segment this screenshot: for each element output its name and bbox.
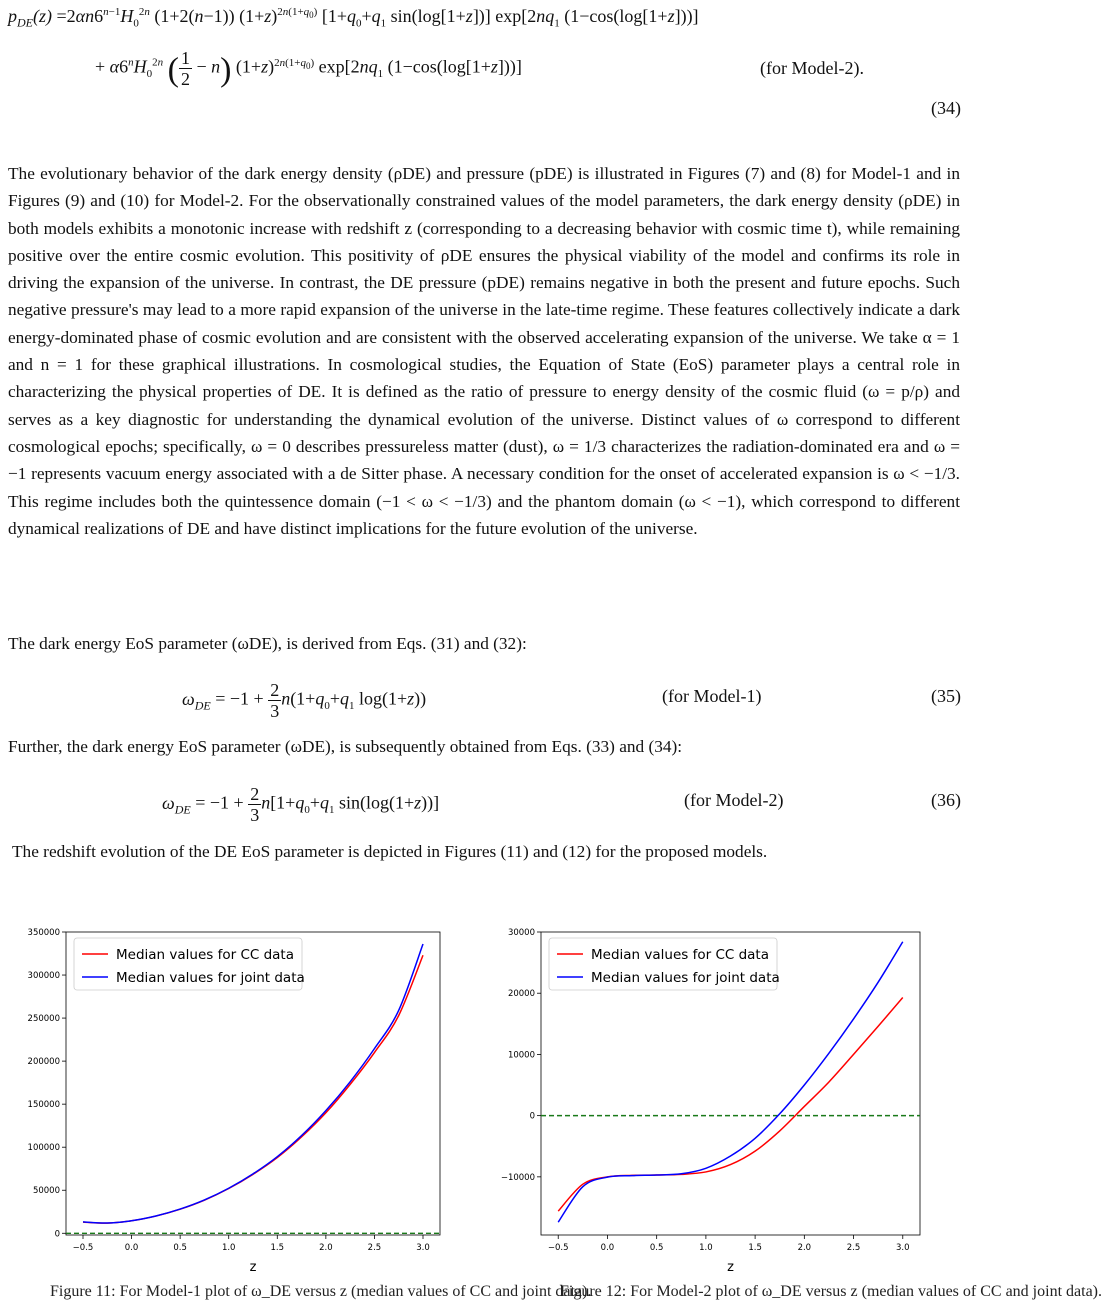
caption-left: Figure 11: For Model-1 plot of ω_DE versus z (median values of CC and joint data). bbox=[50, 1283, 592, 1300]
y-tick-label: 350000 bbox=[27, 928, 60, 938]
x-tick-label: 0.0 bbox=[600, 1243, 615, 1253]
x-axis-label: z bbox=[249, 1260, 257, 1275]
x-tick-label: −0.5 bbox=[547, 1243, 569, 1253]
equation-34-line-1: $p_{DE}(z) =2\alpha n6^{n-1}H_0^{2n}$ (1+2(n−1)) $(1+z)^{2n(1+q_0)}$ [$1+q_0+q_1$ sin(log[1+z])] $\exp[2nq_1$ (1−cos(log[1+z]))] bbox=[8, 6, 699, 30]
legend-label: Median values for CC data bbox=[116, 947, 294, 963]
y-tick-label: 100000 bbox=[27, 1143, 60, 1154]
legend bbox=[549, 938, 780, 990]
legend bbox=[74, 938, 305, 990]
equation-34-number: (34) bbox=[931, 98, 961, 118]
equation-34-tag: (for Model-2). bbox=[760, 58, 864, 78]
x-tick-label: 1.0 bbox=[699, 1243, 713, 1253]
paragraph-redshift: The redshift evolution of the DE EoS parameter is depicted in Figures (11) and (12) for the proposed models. bbox=[12, 842, 768, 861]
caption-right: Figure 12: For Model-2 plot of ω_DE versus z (median values of CC and joint data). bbox=[560, 1283, 1102, 1300]
legend-label: Median values for joint data bbox=[591, 970, 780, 986]
equation-35-tag: (for Model-1) bbox=[662, 686, 762, 706]
equation-36-number: (36) bbox=[931, 790, 961, 810]
equation-36: $\omega_{DE} = -1$ + $\frac{2}{3}$ $n[1+q_0+q_1$ sin(log(1+z))] bbox=[162, 784, 440, 825]
x-tick-label: 0.0 bbox=[124, 1243, 139, 1253]
y-tick-label: 250000 bbox=[27, 1014, 60, 1025]
y-tick-label: 30000 bbox=[507, 928, 535, 938]
x-tick-label: 2.0 bbox=[797, 1243, 812, 1253]
x-tick-label: 3.0 bbox=[416, 1243, 430, 1253]
paragraph-eos-model2: Further, the dark energy EoS parameter (ωDE), is subsequently obtained from Eqs. (33) and (34): bbox=[8, 737, 683, 756]
equation-36-tag: (for Model-2) bbox=[684, 790, 784, 810]
y-tick-label: 0 bbox=[529, 1111, 535, 1122]
y-tick-label: −10000 bbox=[500, 1172, 535, 1183]
x-tick-label: 3.0 bbox=[896, 1243, 910, 1253]
y-tick-label: 300000 bbox=[27, 971, 60, 982]
chart-model-2 bbox=[486, 920, 973, 1280]
x-tick-label: 2.0 bbox=[319, 1243, 333, 1253]
y-tick-label: 50000 bbox=[32, 1186, 60, 1197]
equation-35-number: (35) bbox=[931, 686, 961, 706]
equation-34-line-2: + $\alpha 6^nH_0^{2n}$ ( $\frac{1}{2}$ − n) $(1+z)^{2n(1+q_0)}$ $\exp[2nq_1$ (1−cos(log[1+z]))] bbox=[95, 48, 522, 89]
y-tick-label: 0 bbox=[54, 1229, 60, 1240]
y-tick-label: 200000 bbox=[27, 1057, 60, 1068]
x-tick-label: 1.5 bbox=[270, 1243, 285, 1253]
x-tick-label: 0.5 bbox=[173, 1243, 187, 1253]
x-axis-label: z bbox=[727, 1260, 734, 1275]
y-tick-label: 20000 bbox=[507, 989, 535, 1000]
x-tick-label: −0.5 bbox=[72, 1243, 94, 1253]
legend-label: Median values for CC data bbox=[591, 947, 769, 963]
equation-35: $\omega_{DE} = -1$ + $\frac{2}{3}$ $n(1+q_0+q_1$ log(1+z)) bbox=[182, 680, 427, 721]
x-tick-label: 0.5 bbox=[649, 1243, 664, 1253]
x-tick-label: 2.5 bbox=[367, 1243, 382, 1253]
series-line-cc bbox=[83, 955, 423, 1223]
series-line-cc bbox=[558, 997, 903, 1211]
chart-model-1 bbox=[0, 920, 486, 1280]
paragraph-eos-intro: The dark energy EoS parameter (ωDE), is derived from Eqs. (31) and (32): bbox=[8, 634, 527, 653]
x-tick-label: 1.5 bbox=[748, 1243, 762, 1253]
paragraph-main: The evolutionary behavior of the dark energy density (ρDE) and pressure (pDE) is illustrated in Figures (7) and (8) for Model-1 and in Figures (9) and (10) for Model-2. For the observationally constrained values of the model parameters, the dark energy density (ρDE) in both models exhibits a monotonic increase with redshift z (corresponding to a decreasing behavior with cosmic time t), while remaining positive over the entire cosmic evolution. This positivity of ρDE ensures the physical viability of the model and confirms its role in driving the expansion of the universe. In contrast, the DE pressure (pDE) remains negative in both the present and future epochs. Such negative pressure's may lead to a more rapid expansion of the universe in the late-time regime. These features collectively indicate a dark energy-dominated phase of cosmic evolution and are consistent with the observed accelerating expansion of the universe. We take α = 1 and n = 1 for these graphical illustrations. In cosmological studies, the Equation of State (EoS) parameter plays a central role in characterizing the physical properties of DE. It is defined as the ratio of pressure to energy density of the cosmic fluid (ω = p/ρ) and serves as a key diagnostic for understanding the dynamical evolution of the universe. Distinct values of ω correspond to different cosmological epochs; specifically, ω = 0 describes pressureless matter (dust), ω = 1/3 characterizes the radiation-dominated era and ω = −1 represents vacuum energy associated with a de Sitter phase. A necessary condition for the onset of accelerated expansion is ω < −1/3. This regime includes both the quintessence domain (−1 < ω < −1/3) and the phantom domain (ω < −1), which correspond to different dynamical realizations of DE and have distinct implications for the future evolution of the universe. bbox=[8, 164, 960, 538]
x-tick-label: 1.0 bbox=[221, 1243, 236, 1253]
y-tick-label: 150000 bbox=[27, 1100, 60, 1111]
y-tick-label: 10000 bbox=[507, 1050, 535, 1061]
x-tick-label: 2.5 bbox=[846, 1243, 861, 1253]
legend-label: Median values for joint data bbox=[116, 970, 305, 986]
